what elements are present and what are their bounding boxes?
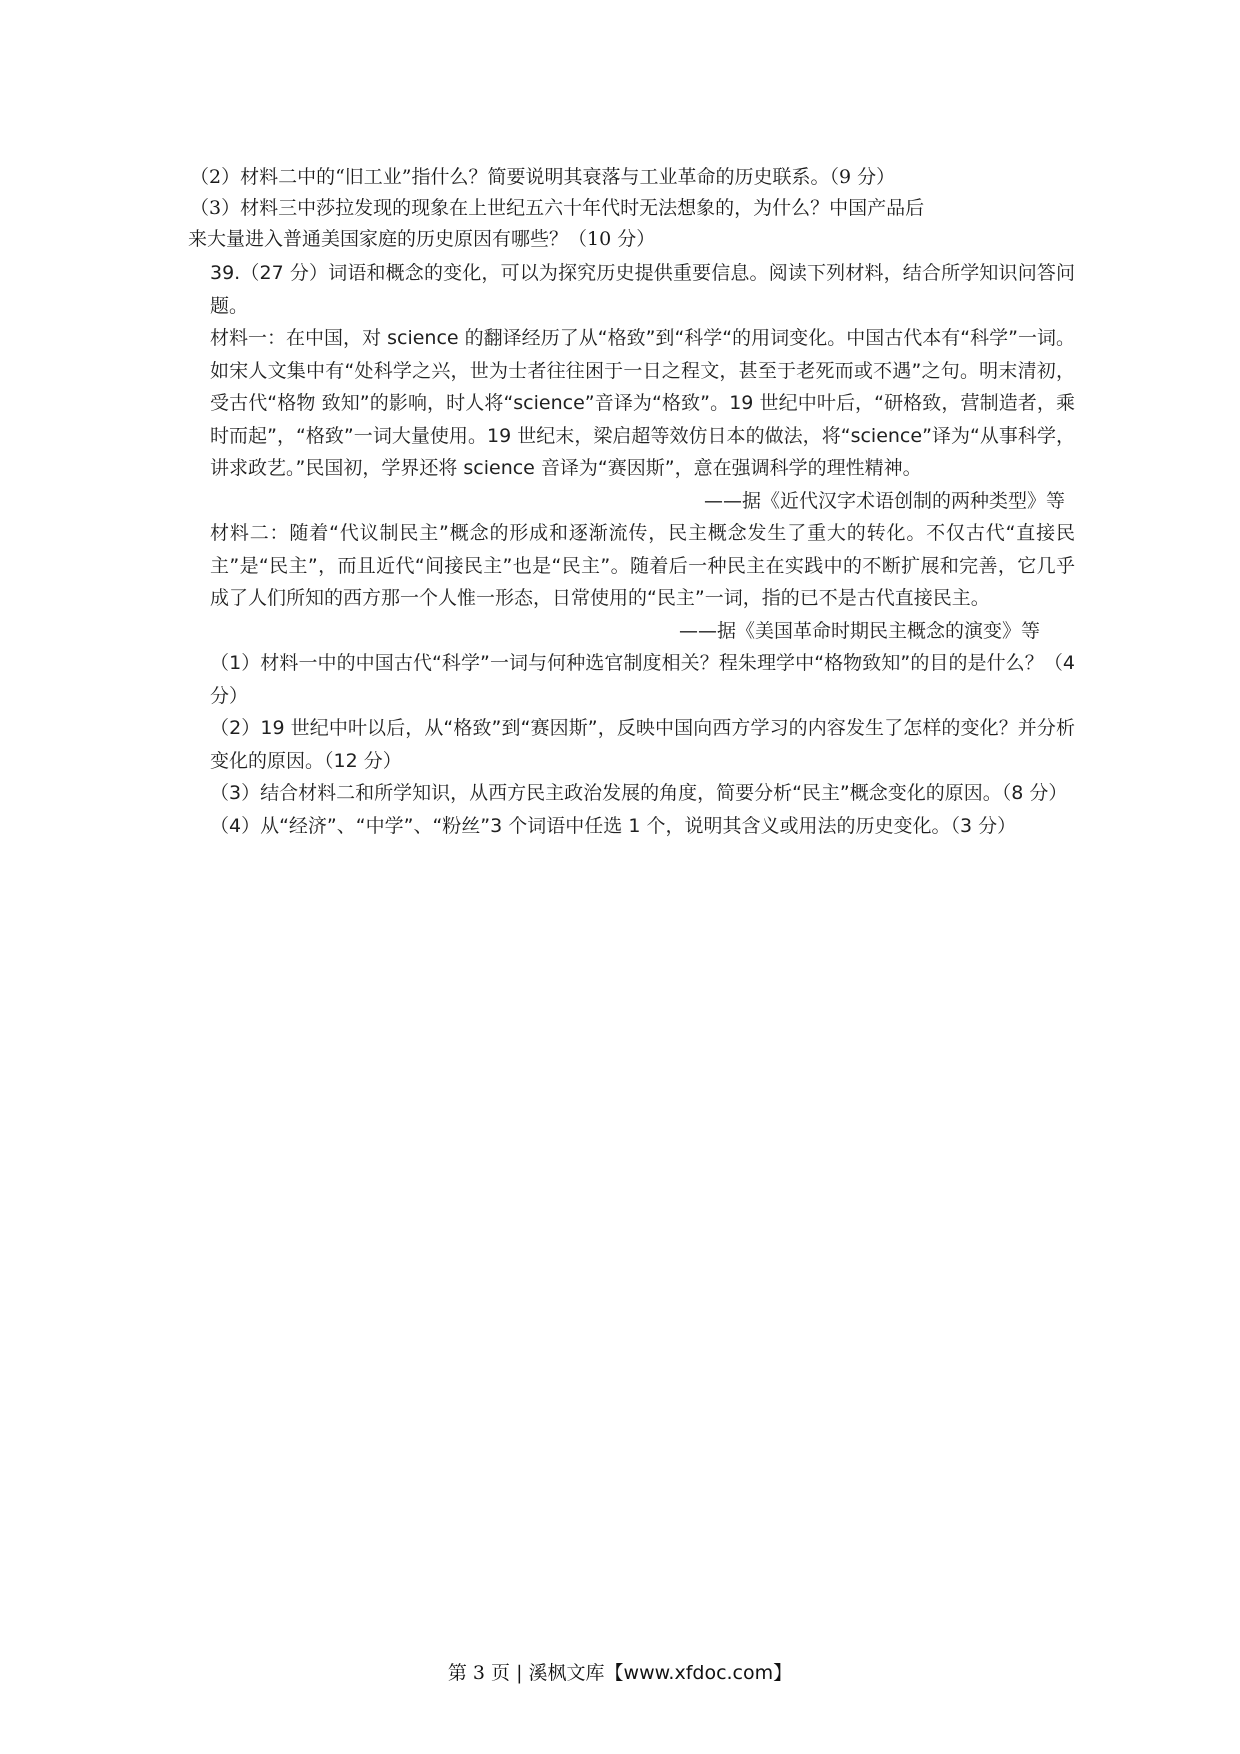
library-name: 溪枫文库 [528,1662,605,1684]
page-footer [0,1658,1240,1685]
sub-question-1: （1）材料一中的中国古代“科学”一词与何种选官制度相关？程朱理学中“格物致知”的目的是什么？（4 分） [210,652,1075,707]
material-one-source: ——据《近代汉字术语创制的两种类型》等 [703,489,1065,512]
footer-separator: | [510,1662,529,1684]
question-3-line-2: 来大量进入普通美国家庭的历史原因有哪些？（10 分） [188,228,656,250]
material-two: 材料二：随着“代议制民主”概念的形成和逐渐流传，民主概念发生了重大的转化。不仅古代“直接民主”是“民主”，而且近代“间接民主”也是“民主”。随着后一种民主在实践中的不断扩展和完善，它几乎成了人们所知的西方那一个人惟一形态，日常使用的“民主”一词，指的已不是古代直接民主。 [210,522,1075,609]
question-2: （2）材料二中的“旧工业”指什么？简要说明其衰落与工业革命的历史联系。（9 分） [190,166,896,188]
page-number: 第 3 页 [447,1662,511,1684]
previous-questions [190,162,1070,255]
library-site: 【www.xfdoc.com】 [604,1662,793,1684]
sub-question-4: （4）从“经济”、“中学”、“粉丝”3 个词语中任选 1 个，说明其含义或用法的历史变化。（3 分） [210,814,1017,837]
question-39-intro: 39.（27 分）词语和概念的变化，可以为探究历史提供重要信息。阅读下列材料，结合所学知识问答问题。 [210,262,1075,317]
sub-question-2: （2）19 世纪中叶以后，从“格致”到“赛因斯”，反映中国向西方学习的内容发生了怎样的变化？并分析变化的原因。（12 分） [210,717,1075,772]
question-3-line-1: （3）材料三中莎拉发现的现象在上世纪五六十年代时无法想象的，为什么？中国产品后 [190,197,925,219]
material-two-source: ——据《美国革命时期民主概念的演变》等 [678,619,1040,642]
question-39 [210,257,1075,842]
material-one: 材料一：在中国，对 science 的翻译经历了从“格致”到“科学“的用词变化。中国古代本有“科学”一词。如宋人文集中有“处科学之兴，世为士者往往困于一日之程文，甚至于老死而或不遇”之句。明末清初，受古代“格物 致知”的影响，时人将“science”音译为“格致”。19 世纪中叶后，“研格致，营制造者，乘时而起”，“格致”一词大量使用。19 世纪末，梁启超等效仿日本的做法，将“science”译为“从事科学，讲求政艺。”民国初，学界还将 science 音译为“赛因斯”，意在强调科学的理性精神。 [210,327,1075,479]
sub-question-3: （3）结合材料二和所学知识，从西方民主政治发展的角度，简要分析“民主”概念变化的原因。（8 分） [210,782,1068,804]
